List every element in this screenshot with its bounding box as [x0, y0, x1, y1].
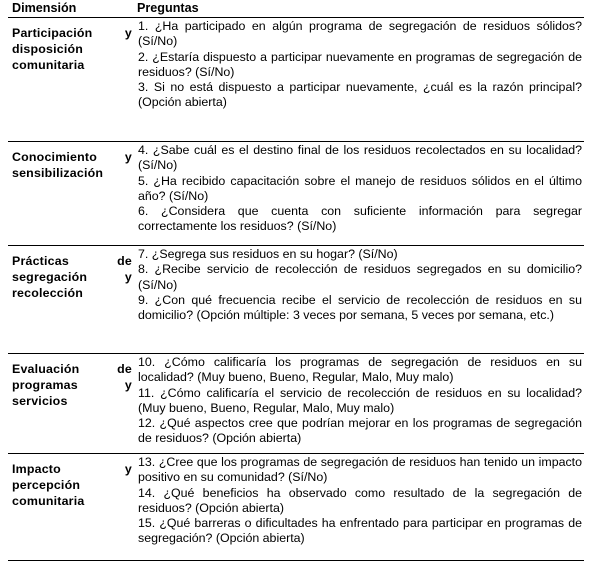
- question-item: 12. ¿Qué aspectos cree que podrían mejorar en los programas de segregación de residuos? (Opción abierta): [138, 416, 582, 446]
- header-questions: Preguntas: [133, 0, 584, 18]
- questions-cell: [133, 18, 584, 142]
- dimension-cell: Conocimiento y sensibilización: [8, 142, 133, 246]
- table-row: [8, 18, 584, 142]
- question-item: 14. ¿Qué beneficios ha observado como resultado de la segregación de residuos? (Opción abierta): [138, 485, 582, 515]
- question-item: 7. ¿Segrega sus residuos en su hogar? (Sí/No): [138, 247, 398, 261]
- questions-cell: [133, 246, 584, 354]
- question-item: 13. ¿Cree que los programas de segregación de residuos han tenido un impacto positivo en su comunidad? (Sí/No): [138, 455, 582, 485]
- question-item: 9. ¿Con qué frecuencia recibe el servicio de recolección de residuos en su domicilio? (Opción múltiple: 3 veces por semana, 5 veces por semana, etc.): [138, 292, 582, 323]
- questions-cell: [133, 454, 584, 561]
- header-dimension: Dimensión: [8, 0, 133, 18]
- survey-table: [8, 0, 584, 561]
- dimension-cell: Participación y disposición comunitaria: [8, 18, 133, 142]
- question-item: 8. ¿Recibe servicio de recolección de residuos segregados en su domicilio? (Sí/No): [138, 262, 582, 292]
- questions-cell: [133, 354, 584, 454]
- question-item: 1. ¿Ha participado en algún programa de segregación de residuos sólidos? (Sí/No): [138, 19, 582, 49]
- question-item: 10. ¿Cómo calificaría los programas de segregación de residuos en su localidad? (Muy bueno, Bueno, Regular, Malo, Muy malo): [138, 355, 582, 385]
- questions-cell: [133, 142, 584, 246]
- table-row: [8, 142, 584, 246]
- table-row: [8, 354, 584, 454]
- question-item: 11. ¿Cómo calificaría el servicio de recolección de residuos en su localidad? (Muy bueno, Bueno, Regular, Malo, Muy malo): [138, 385, 582, 415]
- question-item: 2. ¿Estaría dispuesto a participar nuevamente en programas de segregación de residuos? (Sí/No): [138, 49, 582, 79]
- dimension-cell: Impacto y percepción comunitaria: [8, 454, 133, 561]
- question-item: 3. Si no está dispuesto a participar nuevamente, ¿cuál es la razón principal? (Opción abierta): [138, 80, 582, 110]
- question-item: 15. ¿Qué barreras o dificultades ha enfrentado para participar en programas de segregación? (Opción abierta): [138, 516, 582, 546]
- header-row: [8, 0, 584, 18]
- dimension-cell: Evaluación de programas y servicios: [8, 354, 133, 454]
- question-item: 4. ¿Sabe cuál es el destino final de los residuos recolectados en su localidad? (Sí/No): [138, 143, 582, 173]
- question-item: 6. ¿Considera que cuenta con suficiente información para segregar correctamente los residuos? (Sí/No): [138, 204, 582, 234]
- table-header: [8, 0, 584, 18]
- table-row: [8, 246, 584, 354]
- table-row: [8, 454, 584, 561]
- dimension-cell: Prácticas de segregación y recolección: [8, 246, 133, 354]
- table-body: [8, 18, 584, 561]
- question-item: 5. ¿Ha recibido capacitación sobre el manejo de residuos sólidos en el último año? (Sí/No): [138, 173, 582, 203]
